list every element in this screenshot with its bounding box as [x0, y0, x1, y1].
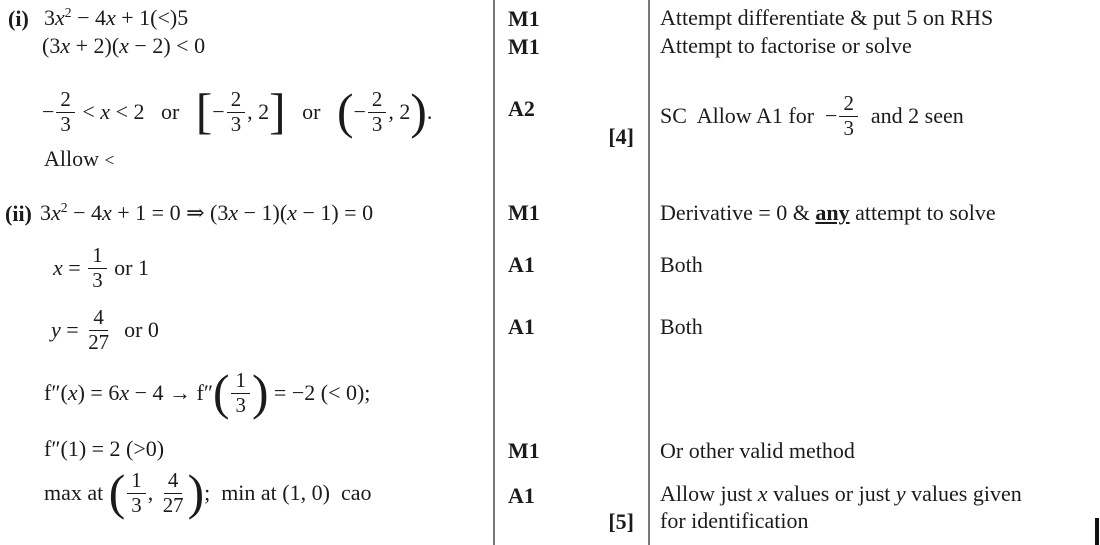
math-seg-sm: <: [104, 150, 115, 170]
math-seg-txt: − 4: [71, 5, 106, 30]
math-seg-big: (: [108, 464, 126, 520]
math-seg-big: ): [410, 83, 427, 139]
math-seg-txt: or 1: [108, 255, 149, 280]
fraction: [127, 469, 145, 517]
math-seg-big: ]: [269, 83, 286, 139]
math-seg-bu: any: [815, 200, 850, 225]
math-seg-var: x: [55, 5, 65, 30]
math-seg-txt: − 2) < 0: [128, 33, 206, 58]
part-i-label: (i): [8, 6, 29, 31]
fraction: [86, 306, 111, 354]
math-seg-txt: −: [42, 99, 55, 124]
fraction-denominator: 3: [235, 392, 246, 417]
math-seg-txt: attempt to solve: [849, 200, 996, 225]
part-ii-total: [5]: [608, 509, 634, 534]
part-ii-label: (ii): [5, 201, 32, 226]
fraction-denominator: 27: [88, 329, 110, 354]
math-seg-txt: (3: [42, 33, 61, 58]
math-seg-var: x: [106, 5, 116, 30]
fraction-denominator: 3: [371, 111, 383, 136]
math-seg-var: x: [757, 481, 768, 506]
part-ii-work-line-2: [53, 240, 149, 296]
math-seg-txt: ,: [147, 480, 159, 505]
fraction: [56, 88, 74, 136]
math-seg-txt: f″(: [44, 380, 68, 405]
math-seg-txt: Derivative = 0 &: [660, 200, 816, 225]
fraction: [161, 469, 186, 517]
mark-code: M1: [508, 34, 540, 59]
mark-code: M1: [508, 6, 540, 31]
math-seg-txt: max at: [44, 480, 109, 505]
mark-code: M1: [508, 200, 540, 225]
math-seg-txt: 3: [40, 200, 51, 225]
math-seg-txt: − 1)(: [238, 200, 288, 225]
math-seg-txt: + 1(<)5: [115, 5, 189, 30]
math-seg-big: ): [187, 464, 205, 520]
math-seg-var: x: [100, 99, 111, 124]
math-seg-txt: values given for identification: [660, 481, 1022, 533]
comment-sc-allow-a1: [660, 86, 964, 146]
math-seg-txt: <: [76, 99, 101, 124]
column-rule-left: [493, 0, 495, 545]
math-seg-txt: + 2)(: [70, 33, 120, 58]
mark-code: M1: [508, 438, 540, 463]
math-seg-txt: , 2: [388, 99, 411, 124]
part-ii-work-line-1: [40, 200, 373, 226]
fraction-numerator: 2: [839, 92, 857, 116]
comment-both-1: Both: [660, 252, 703, 277]
fraction-numerator: 4: [89, 306, 107, 330]
math-seg-var: x: [67, 380, 78, 405]
math-seg-sup: 2: [64, 5, 72, 21]
fraction-numerator: 1: [127, 469, 145, 493]
math-seg-txt: − 4 → f″: [129, 380, 213, 405]
math-seg-big: (: [213, 364, 230, 420]
fraction-denominator: 3: [92, 267, 103, 292]
math-seg-txt: −: [353, 99, 366, 124]
math-seg-txt: =: [60, 317, 85, 342]
math-seg-txt: SC Allow A1 for −: [660, 103, 838, 128]
fraction-numerator: 1: [88, 244, 106, 268]
fraction: [231, 369, 249, 417]
math-seg-var: x: [53, 255, 63, 280]
math-seg-var: x: [60, 33, 71, 58]
math-seg-txt: = −2 (< 0);: [268, 380, 371, 405]
math-seg-txt: Allow: [44, 146, 105, 171]
mark-code: A1: [508, 483, 535, 508]
fraction-numerator: 2: [56, 88, 74, 112]
math-seg-txt: values or just: [767, 481, 896, 506]
comment-other-valid-method: Or other valid method: [660, 438, 855, 463]
mark-code: A1: [508, 252, 535, 277]
fraction: [227, 88, 245, 136]
math-seg-big: ): [251, 364, 269, 420]
math-seg-txt: ; min at (1, 0) cao: [204, 480, 372, 505]
fraction-numerator: 2: [227, 88, 245, 112]
math-seg-txt: or 0: [113, 317, 159, 342]
math-seg-txt: − 4: [67, 200, 102, 225]
math-seg-txt: ) = 6: [77, 380, 120, 405]
mark-code: A1: [508, 314, 535, 339]
math-seg-txt: − 1) = 0: [296, 200, 374, 225]
math-seg-big: [: [195, 83, 213, 139]
text-cursor: [1095, 518, 1099, 545]
math-seg-txt: −: [212, 99, 225, 124]
math-seg-txt: or: [285, 99, 337, 124]
comment-both-2: Both: [660, 314, 703, 339]
comment-allow-xy-values: [660, 481, 1040, 535]
math-seg-var: x: [119, 33, 129, 58]
fraction: [839, 92, 857, 140]
fraction-denominator: 3: [60, 111, 71, 136]
part-i-work-line-1: [44, 5, 188, 31]
mark-code: A2: [508, 96, 535, 121]
fraction-denominator: 3: [230, 111, 242, 136]
math-seg-txt: f″(1) = 2 (>0): [44, 436, 165, 461]
fraction: [88, 244, 106, 292]
math-seg-var: x: [119, 380, 130, 405]
math-seg-txt: 3: [44, 5, 55, 30]
math-seg-var: y: [895, 481, 906, 506]
part-i-work-line-3: [42, 82, 432, 142]
fraction-numerator: 4: [164, 469, 182, 493]
math-seg-txt: .: [426, 99, 433, 124]
fraction: [368, 88, 386, 136]
fraction-denominator: 3: [843, 115, 854, 140]
part-ii-work-line-5: [44, 436, 164, 462]
math-seg-txt: and 2 seen: [859, 103, 964, 128]
math-seg-txt: < 2 or: [110, 99, 196, 124]
part-i-work-line-2: [42, 33, 205, 59]
math-seg-sup: 2: [60, 200, 68, 216]
part-ii-work-line-6: [44, 464, 371, 522]
fraction-denominator: 27: [162, 492, 184, 517]
fraction-numerator: 1: [231, 369, 249, 393]
math-seg-var: x: [102, 200, 112, 225]
part-i-work-line-4: [44, 146, 114, 172]
math-seg-txt: , 2: [247, 99, 270, 124]
math-seg-txt: Allow just: [660, 481, 758, 506]
math-seg-var: x: [228, 200, 239, 225]
column-rule-right: [648, 0, 650, 545]
fraction-denominator: 3: [131, 492, 142, 517]
math-seg-txt: + 1 = 0 ⇒ (3: [111, 200, 229, 225]
comment-attempt-factorise: Attempt to factorise or solve: [660, 33, 912, 58]
part-ii-work-line-4: [44, 364, 370, 422]
math-seg-big: (: [336, 83, 354, 139]
math-seg-txt: =: [62, 255, 87, 280]
comment-derivative-zero: [660, 200, 996, 226]
fraction-numerator: 2: [368, 88, 386, 112]
math-seg-var: x: [287, 200, 297, 225]
math-seg-var: x: [51, 200, 61, 225]
math-seg-var: y: [51, 317, 61, 342]
comment-attempt-differentiate: Attempt differentiate & put 5 on RHS: [660, 5, 994, 30]
part-ii-work-line-3: [51, 302, 159, 358]
part-i-total: [4]: [608, 124, 634, 149]
